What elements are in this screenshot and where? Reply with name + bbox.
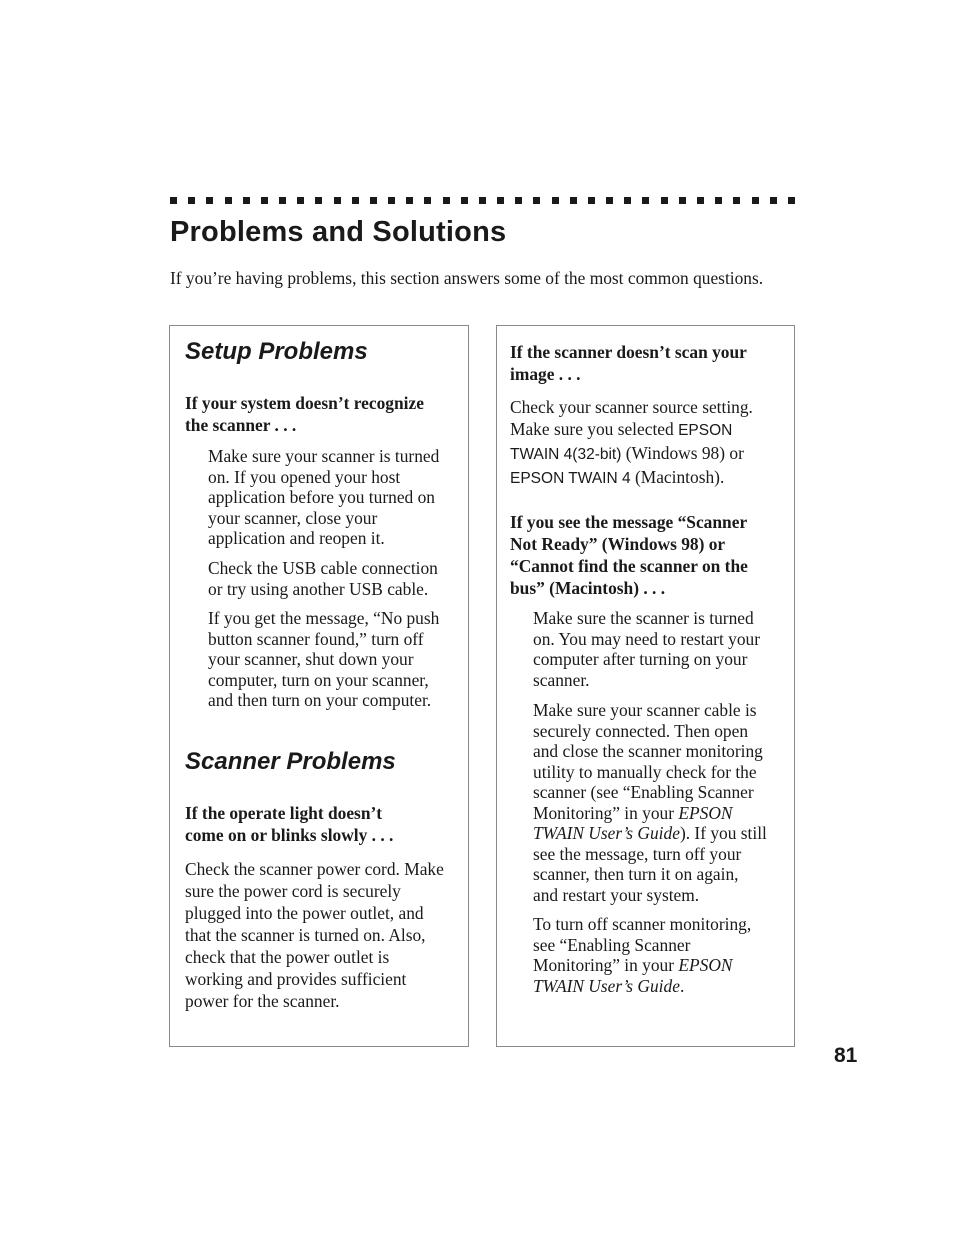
- rule-dot: [370, 197, 377, 204]
- intro-text: If you’re having problems, this section answers some of the most common questions.: [170, 268, 764, 288]
- rule-dot: [661, 197, 668, 204]
- answer-turn-off-monitoring: To turn off scanner monitoring, see “Enabling Scanner Monitoring” in your EPSON TWAIN User’s Guide.: [533, 914, 752, 996]
- rule-dot: [479, 197, 486, 204]
- rule-dot: [570, 197, 577, 204]
- rule-dot: [443, 197, 450, 204]
- rule-dot: [788, 197, 795, 204]
- rule-dot: [752, 197, 759, 204]
- left-column-box: [169, 325, 469, 1047]
- rule-dot: [588, 197, 595, 204]
- rule-dot: [206, 197, 213, 204]
- rule-dot: [225, 197, 232, 204]
- rule-dot: [352, 197, 359, 204]
- rule-dot: [624, 197, 631, 204]
- rule-dot: [461, 197, 468, 204]
- rule-dot: [279, 197, 286, 204]
- answer-turn-on-scanner: Make sure your scanner is turned on. If you opened your host application before you turned on your scanner, close your application and reopen it.: [208, 446, 440, 548]
- answer-restart-computer: Make sure the scanner is turned on. You may need to restart your computer after turning on your scanner.: [533, 608, 761, 690]
- rule-dot: [334, 197, 341, 204]
- rule-dot: [243, 197, 250, 204]
- rule-dot: [552, 197, 559, 204]
- rule-dot: [315, 197, 322, 204]
- page-number: 81: [834, 1044, 858, 1067]
- rule-dot: [261, 197, 268, 204]
- question-operate-light: If the operate light doesn’t come on or blinks slowly . . .: [185, 803, 394, 845]
- answer-power-cord: Check the scanner power cord. Make sure the power cord is securely plugged into the power outlet, and that the scanner is turned on. Also, check that the power outlet is working and provides sufficient power for the scanner.: [185, 859, 444, 1011]
- answer-no-push-button: If you get the message, “No push button scanner found,” turn off your scanner, shut down your computer, turn on your scanner, and then turn on your computer.: [208, 608, 440, 710]
- rule-dot: [733, 197, 740, 204]
- rule-dot: [533, 197, 540, 204]
- question-system-not-recognize: If your system doesn’t recognize the scanner . . .: [185, 393, 424, 435]
- rule-dot: [642, 197, 649, 204]
- rule-dot: [188, 197, 195, 204]
- section-rule-dots: [170, 197, 795, 206]
- answer-source-setting: Check your scanner source setting. Make sure you selected EPSON TWAIN 4(32-bit) (Windows 98) or EPSON TWAIN 4 (Macintosh).: [510, 397, 753, 487]
- setup-problems-heading: Setup Problems: [185, 338, 368, 365]
- rule-dot: [606, 197, 613, 204]
- answer-check-usb: Check the USB cable connection or try using another USB cable.: [208, 558, 438, 599]
- rule-dot: [297, 197, 304, 204]
- rule-dot: [679, 197, 686, 204]
- rule-dot: [170, 197, 177, 204]
- question-scanner-not-ready: If you see the message “Scanner Not Ready” (Windows 98) or “Cannot find the scanner on the bus” (Macintosh) . . .: [510, 512, 748, 598]
- question-scanner-doesnt-scan: If the scanner doesn’t scan your image . . .: [510, 342, 747, 384]
- answer-cable-connected: Make sure your scanner cable is securely connected. Then open and close the scanner monitoring utility to manually check for the scanner (see “Enabling Scanner Monitoring” in your EPSON TWAIN User’s Guide). If you still see the message, turn off your scanner, then turn it on again, and restart your system.: [533, 700, 767, 905]
- rule-dot: [424, 197, 431, 204]
- page-title: Problems and Solutions: [170, 216, 507, 248]
- rule-dot: [697, 197, 704, 204]
- rule-dot: [388, 197, 395, 204]
- rule-dot: [497, 197, 504, 204]
- rule-dot: [770, 197, 777, 204]
- right-column-box: [496, 325, 795, 1047]
- scanner-problems-heading: Scanner Problems: [185, 748, 396, 775]
- rule-dot: [515, 197, 522, 204]
- rule-dot: [406, 197, 413, 204]
- rule-dot: [715, 197, 722, 204]
